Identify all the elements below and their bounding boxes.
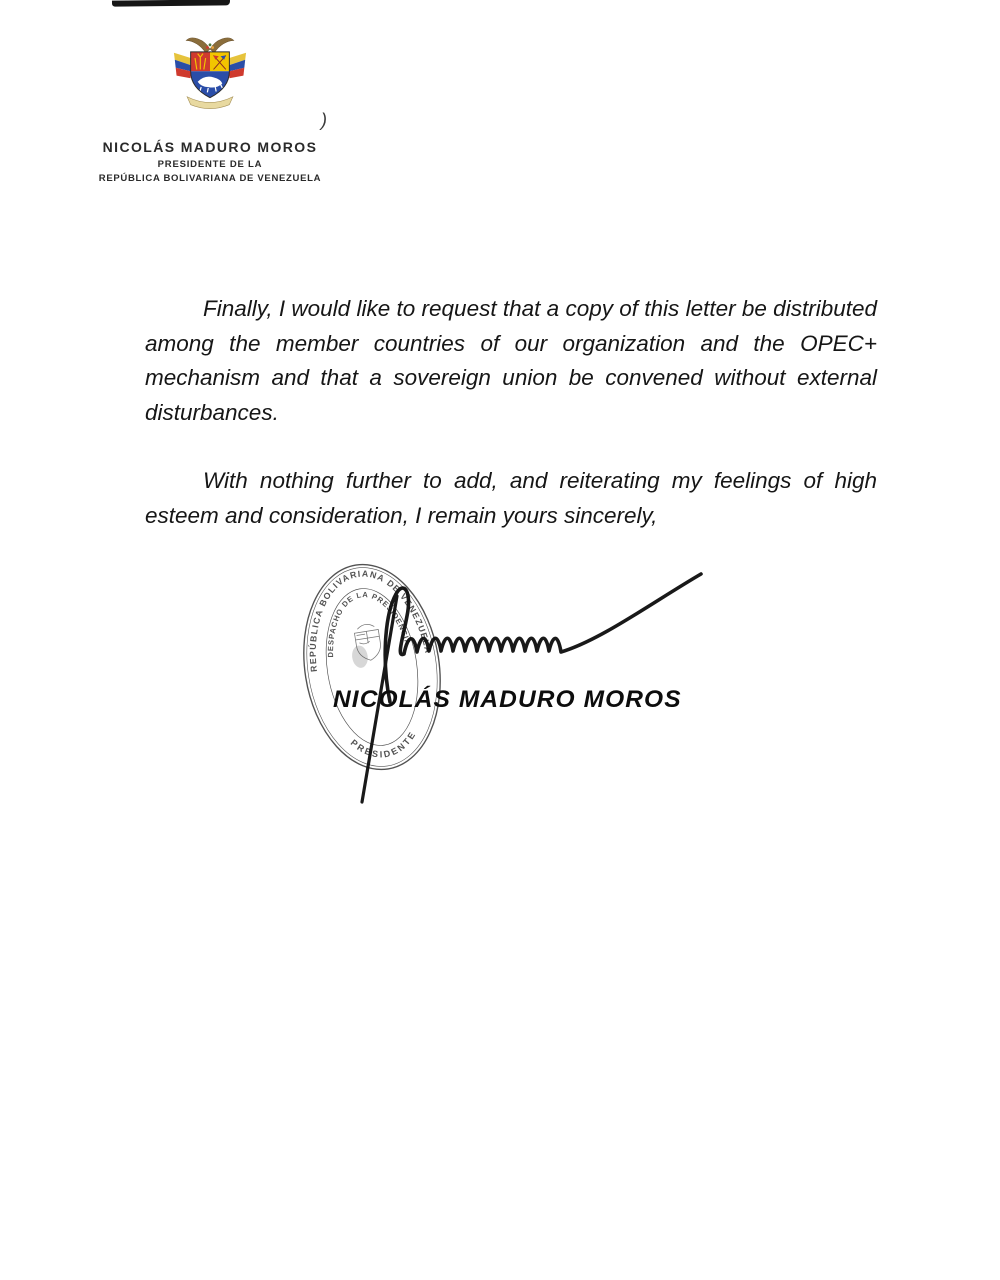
- letterhead-name: NICOLÁS MADURO MOROS: [102, 139, 318, 155]
- seal-bottom-text: PRESIDENTE: [348, 728, 419, 760]
- letterhead-title: PRESIDENTE DE LA: [157, 159, 263, 170]
- signatory-name: NICOLÁS MADURO MOROS: [333, 686, 682, 713]
- handwritten-signature-icon: [330, 552, 730, 814]
- venezuela-coat-of-arms-icon: [166, 28, 254, 118]
- letterhead: [40, 139, 380, 184]
- paragraph-2: With nothing further to add, and reiterating my feelings of high esteem and consideration, I remain yours sincerely,: [145, 468, 877, 528]
- letter-body: [145, 292, 877, 567]
- scan-artifact: [112, 0, 230, 7]
- paragraph-1: Finally, I would like to request that a copy of this letter be distributed among the member countries of our organization and the OPEC+ mechanism and that a sovereign union be convened without external disturbances.: [145, 296, 877, 425]
- seal-outer-text: REPÚBLICA BOLIVARIANA DE VENEZUELA: [307, 568, 434, 673]
- seal-inner-text: DESPACHO DE LA PRESIDENCIA: [326, 589, 413, 658]
- stray-pen-mark: ): [321, 110, 327, 130]
- letterhead-subtitle: REPÚBLICA BOLIVARIANA DE VENEZUELA: [98, 173, 322, 184]
